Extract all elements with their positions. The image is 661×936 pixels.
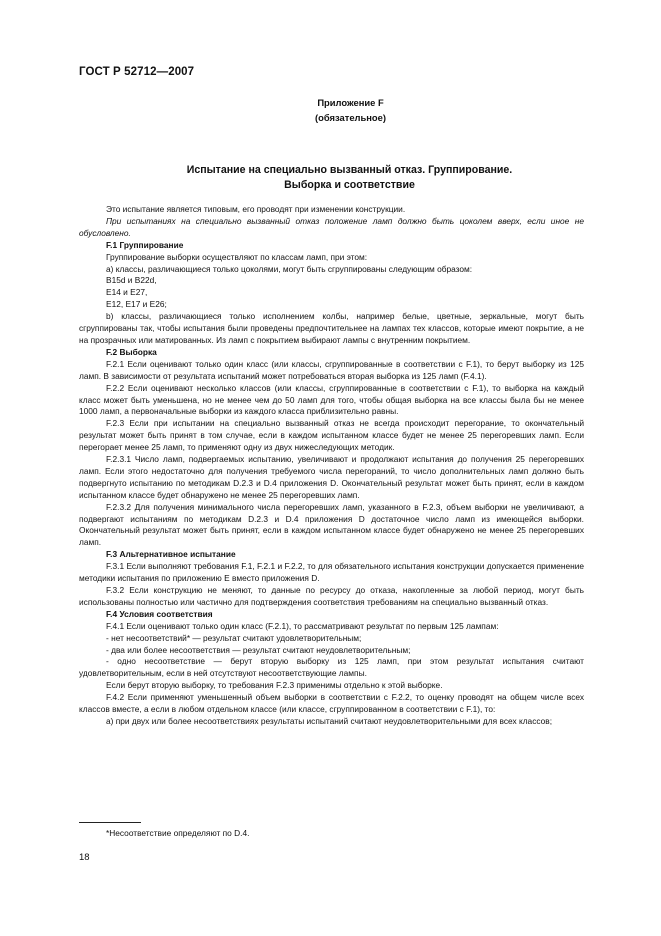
paragraph: а) при двух или более несоответствиях результаты испытаний считают неудовлетворительными для всех классов; xyxy=(106,715,553,726)
appendix-label: Приложение F xyxy=(317,97,384,108)
paragraph: F.3.1 Если выполняют требования F.1, F.2.1 и F.2.2, то для обязательного испытания конструкции допускается применение методики испытания по приложению E вместо приложения D. xyxy=(79,561,584,584)
appendix-title xyxy=(79,163,582,193)
paragraph: Это испытание является типовым, его проводят при изменении конструкции. xyxy=(106,204,406,214)
paragraph: Группирование выборки осуществляют по классам ламп, при этом: xyxy=(106,251,368,262)
paragraph: F.2.3 Если при испытании на специально вызванный отказ не всегда происходит перегорание, то окончательный результат может быть принят в том случае, если в каждом испытанном классе будет не менее 25 перегоревших ламп. Если перегорает менее 25 ламп, то применяют одну из двух нижеследующих методик. xyxy=(79,418,584,453)
paragraph: F.4.1 Если оценивают только один класс (F.2.1), то рассматривают результат по первым 125 лампам: xyxy=(106,620,499,631)
title-line-2: Выборка и соответствие xyxy=(284,179,415,191)
paragraph: F.2.3.2 Для получения минимального числа перегоревших ламп, указанного в F.2.3, объем выборки не увеличивают, а подвергают испытаниям по методикам D.2.3 и D.4 приложения D достаточное число ламп из имеющейся выборки. Окончательный результат может быть принят, если в каждом испытанном классе будет обнаружено не менее 25 перегоревших ламп. xyxy=(79,501,584,548)
section-heading: F.3 Альтернативное испытание xyxy=(106,549,236,560)
appendix-heading xyxy=(0,96,661,125)
paragraph: Если берут вторую выборку, то требования F.2.3 применимы отдельно к этой выборке. xyxy=(106,680,443,691)
section-heading: F.4 Условия соответствия xyxy=(106,608,213,619)
footnote-separator xyxy=(79,822,141,823)
paragraph: E12, E17 и E26; xyxy=(106,299,167,310)
paragraph: F.2.2 Если оценивают несколько классов (или классы, сгруппированные в соответствии с F.1), то выборка на каждый класс может быть уменьшена, но не менее чем до 50 ламп для того, чтобы общая выборка на все классы была бы не менее 1000 ламп, а первоначальные выборки из каждого класса приблизительно равны. xyxy=(79,382,584,417)
document-code: ГОСТ Р 52712—2007 xyxy=(79,66,195,78)
footnote: *Несоответствие определяют по D.4. xyxy=(106,828,250,838)
paragraph: - нет несоответствий* — результат считают удовлетворительным; xyxy=(106,632,362,643)
paragraph: b) классы, различающиеся только исполнением колбы, например белые, цветные, зеркальные, могут быть сгруппированы так, чтобы испытания были проведены предпочтительнее на лампах тех классов, которые имеют покрытие, а не на прозрачных или матированных. Из ламп с покрытием выбирают лампы с внутренним покрытием. xyxy=(79,311,584,345)
paragraph: F.3.2 Если конструкцию не меняют, то данные по ресурсу до отказа, накопленные за любой период, могут быть использованы полностью или частично для подтверждения соответствия требованиям на специально вызванный отказ. xyxy=(79,585,584,607)
page-number: 18 xyxy=(79,852,90,863)
paragraph: - одно несоответствие — берут вторую выборку из 125 ламп, при этом результат испытания считают удовлетворительным, если в ней отсутствуют несоответствующие лампы. xyxy=(79,656,584,679)
title-line-1: Испытание на специально вызванный отказ. Группирование. xyxy=(186,164,513,176)
paragraph: а) классы, различающиеся только цоколями, могут быть сгруппированы следующим образом: xyxy=(106,263,473,274)
paragraph: F.4.2 Если применяют уменьшенный объем выборки в соответствии с F.2.2, то оценку проводят на общем числе всех классов вместе, а если в любом отдельном классе (или классе, сгруппированном в соответствии с F.1), то: xyxy=(79,692,584,715)
body-text xyxy=(79,204,584,728)
appendix-status: (обязательное) xyxy=(315,111,386,123)
paragraph: F.2.3.1 Число ламп, подвергаемых испытанию, увеличивают и продолжают испытания до получения 25 перегоревших ламп. Если этого недостаточно для получения требуемого числа перегораний, то число дополнительных ламп должно быть подвергнуто испытанию по методикам D.2.3 и D.4 приложения D. Окончательный результат может быть принят, если в каждом испытанном классе будет обнаружено не менее 25 перегоревших ламп. xyxy=(79,454,584,500)
paragraph: E14 и E27, xyxy=(106,287,148,298)
section-heading: F.2 Выборка xyxy=(106,346,157,357)
section-heading: F.1 Группирование xyxy=(106,239,184,250)
paragraph: F.2.1 Если оценивают только один класс (или классы, сгруппированные в соответствии с F.1), то берут выборку из 125 ламп. В зависимости от результата испытаний может потребоваться вторая выборка из 125 ламп (F.4.1). xyxy=(79,358,584,381)
paragraph: B15d и B22d, xyxy=(106,275,157,286)
paragraph: При испытаниях на специально вызванный отказ положение ламп должно быть цоколем вверх, если иное не обусловлено. xyxy=(79,215,584,238)
paragraph: - два или более несоответствия — результат считают неудовлетворительным; xyxy=(106,644,411,655)
